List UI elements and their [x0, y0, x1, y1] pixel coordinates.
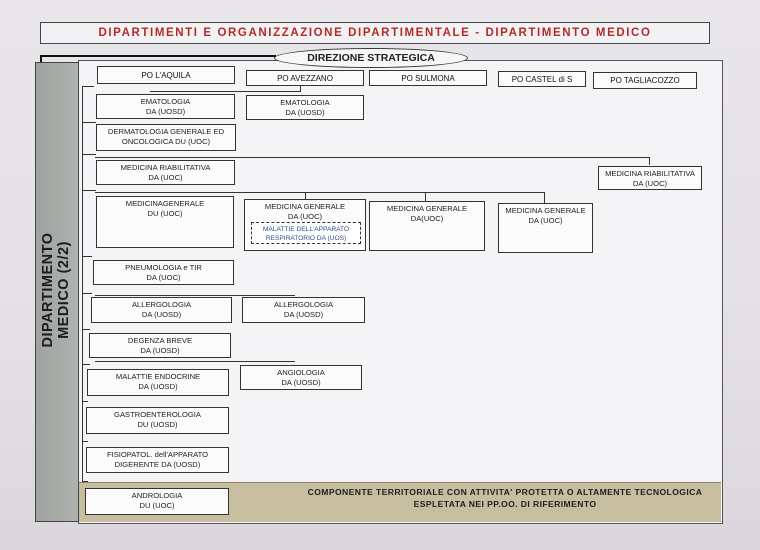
- po-castel-di-sangro: [498, 71, 586, 87]
- bus-ematologia: [150, 91, 300, 92]
- unit-type: DA(UOC): [410, 214, 444, 223]
- unit-type: DA (UOSD): [145, 107, 186, 116]
- unit-type: DA (UOSD): [138, 382, 178, 391]
- territorial-component-text: [300, 486, 710, 510]
- unit-ematologia-laquila: [96, 94, 235, 119]
- po-avezzano: [246, 70, 364, 86]
- branch-line: [82, 293, 92, 294]
- unit-type: DU (UOC): [139, 501, 175, 510]
- unit-name: GASTROENTEROLOGIA: [114, 410, 201, 419]
- unit-allergologia-laquila: [91, 297, 232, 323]
- unit-type: RESPIRATORIO DA (UOS): [265, 235, 347, 242]
- unit-type: DU (UOSD): [137, 420, 178, 429]
- unit-fisiopatol: [86, 447, 229, 473]
- bus-med-gen: [95, 192, 545, 193]
- bus-med-riab: [95, 157, 650, 158]
- unit-med-riab-laquila: [96, 160, 235, 185]
- branch-line: [82, 190, 96, 191]
- unit-name: MEDICINAGENERALE: [125, 199, 205, 208]
- unit-gastroenterologia: [86, 407, 229, 434]
- unit-name: DERMATOLOGIA GENERALE ED: [107, 127, 225, 136]
- unit-name: EMATOLOGIA: [140, 97, 191, 106]
- branch-line: [82, 364, 90, 365]
- footer-line2: ESPLETATA NEI PP.OO. DI RIFERIMENTO: [413, 499, 597, 509]
- unit-dermatologia: [96, 124, 236, 151]
- unit-med-gen-laquila: [96, 196, 234, 248]
- trunk-line: [82, 86, 83, 506]
- chart-title: [40, 22, 710, 44]
- unit-malattie-endocrine: [87, 369, 229, 396]
- branch-line: [82, 122, 96, 123]
- unit-med-gen-castel: [498, 203, 593, 253]
- unit-type: DA (UOSD): [140, 346, 180, 355]
- direzione-strategica-label: DIREZIONE STRATEGICA: [307, 52, 435, 64]
- branch-line: [82, 329, 90, 330]
- bus-angiologia: [95, 361, 295, 362]
- bus-ematologia-drop: [300, 85, 301, 92]
- po-label: PO SULMONA: [401, 73, 455, 83]
- unit-angiologia: [240, 365, 362, 390]
- connector-direzione-dept: [40, 55, 276, 57]
- unit-pneumologia: [93, 260, 234, 285]
- po-sulmona: [369, 70, 487, 86]
- direzione-strategica: [274, 48, 468, 68]
- unit-type: DA (UOSD): [285, 108, 325, 117]
- unit-name: MALATTIE ENDOCRINE: [115, 372, 201, 381]
- unit-name: ALLERGOLOGIA: [131, 300, 192, 309]
- unit-name: FISIOPATOL. dell'APPARATO: [106, 450, 209, 459]
- unit-allergologia-avezzano: [242, 297, 365, 323]
- branch-line: [82, 441, 88, 442]
- unit-name: ANGIOLOGIA: [277, 368, 325, 377]
- unit-name: MEDICINA RIABILITATIVA: [605, 169, 695, 178]
- unit-name: ALLERGOLOGIA: [273, 300, 334, 309]
- footer-line1: COMPONENTE TERRITORIALE CON ATTIVITA' PROTETTA O ALTAMENTE TECNOLOGICA: [307, 487, 703, 497]
- po-laquila: [97, 66, 235, 84]
- branch-line: [82, 401, 88, 402]
- department-label: [40, 232, 72, 347]
- unit-type: DIGERENTE DA (UOSD): [114, 460, 201, 469]
- unit-med-gen-sulmona: [369, 201, 485, 251]
- branch-line: [82, 256, 92, 257]
- bus-med-gen-drop-su: [425, 192, 426, 201]
- unit-name: MEDICINA RIABILITATIVA: [120, 163, 211, 172]
- bus-med-gen-drop-av: [305, 192, 306, 199]
- unit-degenza-breve: [89, 333, 231, 358]
- bus-allergologia: [95, 295, 295, 296]
- unit-name: MEDICINA GENERALE: [505, 206, 586, 215]
- unit-type: DA (UOSD): [281, 378, 321, 387]
- unit-type: ONCOLOGICA DU (UOC): [121, 137, 211, 146]
- chart-title-text: DIPARTIMENTI E ORGANIZZAZIONE DIPARTIMENTALE - DIPARTIMENTO MEDICO: [98, 27, 652, 39]
- unit-name: MEDICINA GENERALE: [264, 202, 346, 211]
- unit-malattie-respiratorio: [251, 222, 361, 244]
- unit-name: PNEUMOLOGIA e TIR: [125, 263, 202, 272]
- bus-med-gen-drop-cs: [544, 192, 545, 203]
- po-tagliacozzo: [593, 72, 697, 89]
- unit-name: MEDICINA GENERALE: [386, 204, 468, 213]
- unit-med-riab-tagliacozzo: [598, 166, 702, 190]
- unit-name: MALATTIE DELL'APPARATO: [262, 226, 350, 233]
- bus-med-riab-drop: [649, 157, 650, 165]
- unit-name: ANDROLOGIA: [131, 491, 183, 500]
- unit-name: DEGENZA BREVE: [127, 336, 193, 345]
- unit-type: DU (UOC): [147, 209, 183, 218]
- unit-type: DA (UOC): [287, 212, 323, 221]
- branch-line: [82, 154, 96, 155]
- unit-type: DA (UOSD): [141, 310, 182, 319]
- department-line1: DIPARTIMENTO: [40, 232, 56, 348]
- department-line2: MEDICO (2/2): [56, 241, 72, 339]
- unit-name: EMATOLOGIA: [280, 98, 330, 107]
- unit-ematologia-avezzano: [246, 95, 364, 120]
- unit-type: DA (UOC): [148, 173, 183, 182]
- po-label: PO L'AQUILA: [141, 70, 191, 80]
- unit-type: DA (UOSD): [283, 310, 324, 319]
- po-label: PO CASTEL di S: [511, 74, 573, 84]
- branch-line: [82, 86, 94, 87]
- unit-type: DA (UOC): [146, 273, 181, 282]
- unit-type: DA (UOC): [632, 179, 668, 188]
- po-label: PO AVEZZANO: [277, 73, 333, 83]
- po-label: PO TAGLIACOZZO: [610, 76, 680, 85]
- unit-type: DA (UOC): [528, 216, 563, 225]
- unit-andrologia: [85, 488, 229, 515]
